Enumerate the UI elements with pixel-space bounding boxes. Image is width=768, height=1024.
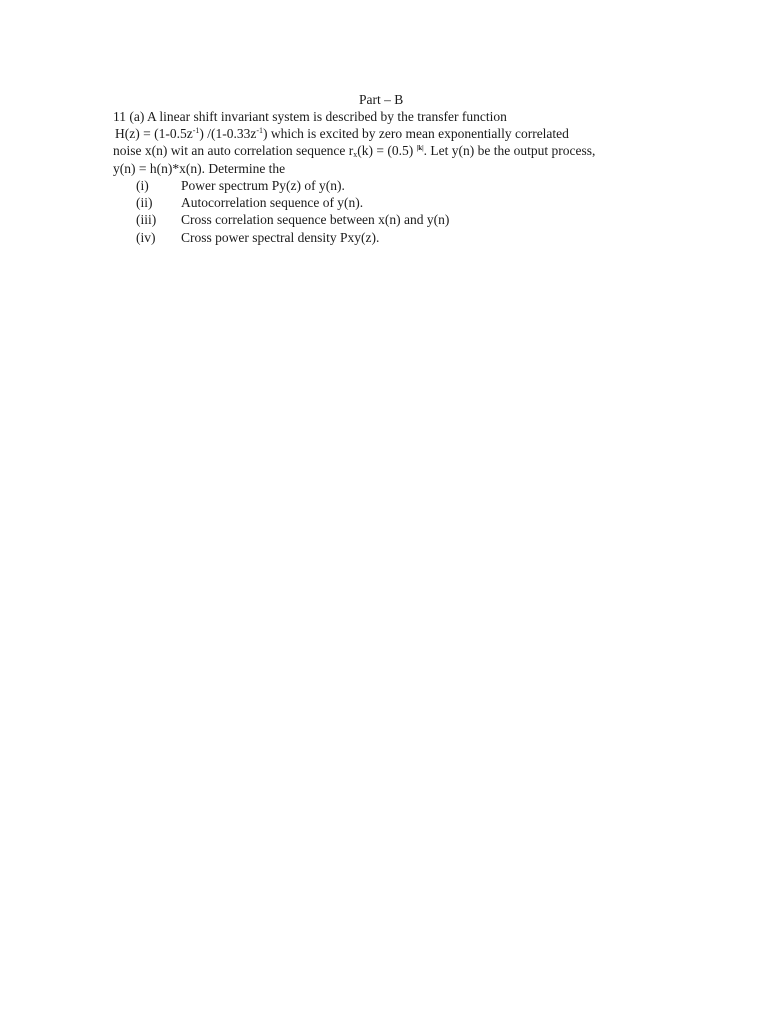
list-item-text: Cross correlation sequence between x(n) and y(n) xyxy=(181,212,450,227)
autocorrelation-subscript: x xyxy=(353,150,358,159)
autocorrelation-part-3: . Let y(n) be the output process, xyxy=(423,143,596,158)
question-line-1: 11 (a) A linear shift invariant system is described by the transfer function xyxy=(113,109,507,124)
list-item xyxy=(136,211,449,228)
list-item xyxy=(136,194,363,211)
list-item-number: (ii) xyxy=(136,195,153,210)
list-item-text: Power spectrum Py(z) of y(n). xyxy=(181,178,345,193)
list-item xyxy=(136,229,379,246)
transfer-function-part-3: ) which is excited by zero mean exponentially correlated xyxy=(263,126,569,141)
list-item-number: (iv) xyxy=(136,230,156,245)
list-item-number: (i) xyxy=(136,178,149,193)
section-heading: Part – B xyxy=(359,92,404,107)
question-line-3 xyxy=(113,142,595,159)
list-item-text: Cross power spectral density Pxy(z). xyxy=(181,230,380,245)
list-item-number: (iii) xyxy=(136,212,157,227)
autocorrelation-part-2: (k) = (0.5) xyxy=(357,143,417,158)
transfer-function-exponent-2: -1 xyxy=(256,126,264,135)
autocorrelation-exponent: |k| xyxy=(416,144,424,152)
transfer-function-exponent-1: -1 xyxy=(192,126,200,135)
transfer-function-part-2: ) /(1-0.33z xyxy=(199,126,257,141)
autocorrelation-part-1: noise x(n) wit an auto correlation sequence r xyxy=(113,143,354,158)
transfer-function-part-1: H(z) = (1-0.5z xyxy=(115,126,193,141)
list-item xyxy=(136,177,345,194)
list-item-text: Autocorrelation sequence of y(n). xyxy=(181,195,364,210)
question-line-2 xyxy=(115,125,569,142)
question-line-4: y(n) = h(n)*x(n). Determine the xyxy=(113,161,286,176)
